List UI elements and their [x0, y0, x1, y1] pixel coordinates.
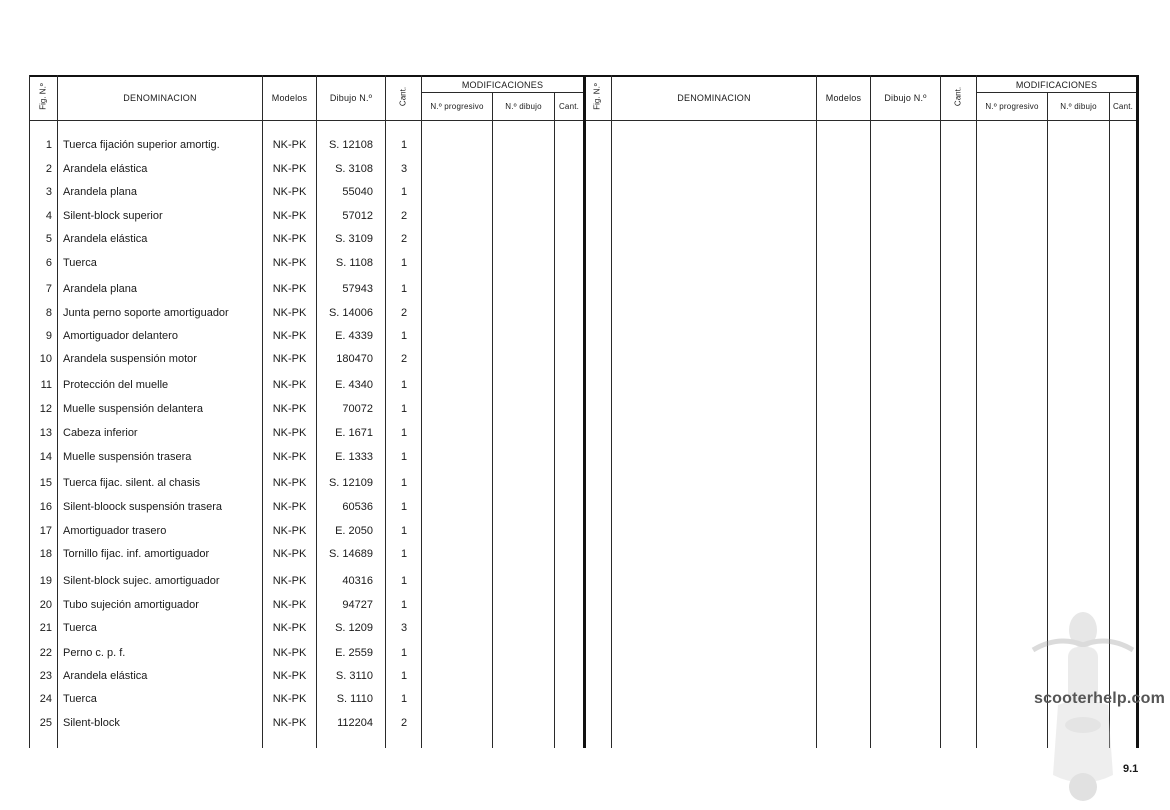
drawing-number: 57943	[342, 283, 373, 295]
header-cant: Cant.	[398, 86, 408, 107]
part-name: Muelle suspensión delantera	[63, 403, 204, 415]
header-mod-progresivo-right: N.º progresivo	[985, 102, 1039, 111]
header-mod-cant-right: Cant.	[1112, 102, 1134, 111]
header-fig: Fig. N.º	[38, 83, 48, 110]
drawing-number: S. 12109	[328, 477, 373, 489]
drawing-number: E. 4339	[335, 330, 373, 342]
drawing-number: S. 12108	[328, 139, 373, 151]
part-model: NK-PK	[272, 647, 307, 659]
part-name: Arandela elástica	[63, 670, 148, 682]
part-name: Arandela elástica	[63, 233, 148, 245]
header-dibujo-right: Dibujo N.º	[884, 93, 927, 103]
quantity: 1	[400, 693, 408, 705]
quantity: 2	[400, 353, 408, 365]
part-model: NK-PK	[272, 186, 307, 198]
part-name: Protección del muelle	[63, 379, 169, 391]
part-name: Silent-block superior	[63, 210, 163, 222]
part-model: NK-PK	[272, 599, 307, 611]
drawing-number: S. 1110	[336, 693, 373, 705]
part-model: NK-PK	[272, 403, 307, 415]
quantity: 1	[400, 139, 408, 151]
quantity: 1	[400, 548, 408, 560]
drawing-number: S. 3109	[335, 233, 373, 245]
quantity: 1	[400, 670, 408, 682]
part-model: NK-PK	[272, 283, 307, 295]
drawing-number: S. 14689	[328, 548, 373, 560]
quantity: 2	[400, 233, 408, 245]
quantity: 3	[400, 163, 408, 175]
quantity: 1	[400, 599, 408, 611]
drawing-number: S. 1108	[335, 257, 373, 269]
fig-number: 11	[40, 379, 52, 391]
part-name: Tuerca fijac. silent. al chasis	[63, 477, 201, 489]
drawing-number: S. 3108	[335, 163, 373, 175]
col-rule	[870, 75, 871, 748]
part-name: Arandela plana	[63, 186, 138, 198]
part-name: Tuerca	[63, 257, 97, 269]
part-name: Amortiguador trasero	[63, 525, 167, 537]
part-model: NK-PK	[272, 575, 307, 587]
part-model: NK-PK	[272, 670, 307, 682]
col-rule	[816, 75, 817, 748]
fig-number: 24	[39, 693, 52, 705]
fig-number: 16	[39, 501, 52, 513]
quantity: 2	[400, 210, 408, 222]
fig-number: 18	[39, 548, 52, 560]
fig-number: 2	[45, 163, 52, 175]
fig-number: 15	[39, 477, 52, 489]
part-name: Tornillo fijac. inf. amortiguador	[63, 548, 210, 560]
header-modificaciones: MODIFICACIONES	[461, 79, 544, 90]
col-rule	[611, 75, 612, 748]
part-name: Tuerca	[63, 693, 97, 705]
header-mod-dibujo-right: N.º dibujo	[1060, 102, 1097, 111]
quantity: 2	[400, 717, 408, 729]
part-name: Junta perno soporte amortiguador	[63, 307, 229, 319]
quantity: 3	[400, 622, 408, 634]
fig-number: 8	[45, 307, 52, 319]
part-name: Arandela suspensión motor	[63, 353, 197, 365]
part-model: NK-PK	[272, 139, 307, 151]
drawing-number: E. 1671	[335, 427, 373, 439]
col-rule	[492, 92, 493, 748]
fig-number: 25	[39, 717, 52, 729]
part-model: NK-PK	[272, 163, 307, 175]
quantity: 1	[400, 330, 408, 342]
drawing-number: E. 2050	[335, 525, 373, 537]
part-model: NK-PK	[272, 233, 307, 245]
header-mod-progresivo: N.º progresivo	[430, 102, 484, 111]
fig-number: 23	[39, 670, 52, 682]
watermark-text: scooterhelp.com	[1033, 690, 1165, 707]
part-model: NK-PK	[272, 477, 307, 489]
fig-number: 19	[39, 575, 52, 587]
quantity: 1	[400, 283, 408, 295]
center-divider	[583, 75, 586, 748]
part-model: NK-PK	[272, 210, 307, 222]
drawing-number: 40316	[342, 575, 373, 587]
fig-number: 14	[39, 451, 52, 463]
header-modelos-right: Modelos	[825, 93, 862, 103]
part-model: NK-PK	[272, 427, 307, 439]
part-name: Arandela elástica	[63, 163, 148, 175]
quantity: 1	[400, 477, 408, 489]
fig-number: 13	[39, 427, 52, 439]
header-modelos: Modelos	[271, 93, 308, 103]
fig-number: 6	[45, 257, 52, 269]
part-model: NK-PK	[272, 693, 307, 705]
header-mod-cant: Cant.	[558, 102, 580, 111]
drawing-number: S. 14006	[328, 307, 373, 319]
drawing-number: 57012	[342, 210, 373, 222]
fig-number: 21	[39, 622, 52, 634]
fig-number: 10	[39, 353, 52, 365]
quantity: 1	[400, 379, 408, 391]
drawing-number: E. 2559	[335, 647, 373, 659]
part-name: Tuerca fijación superior amortig.	[63, 139, 220, 151]
quantity: 1	[400, 427, 408, 439]
part-model: NK-PK	[272, 548, 307, 560]
drawing-number: 60536	[342, 501, 373, 513]
part-model: NK-PK	[272, 717, 307, 729]
part-name: Silent-block	[63, 717, 120, 729]
drawing-number: 180470	[336, 353, 373, 365]
part-name: Cabeza inferior	[63, 427, 138, 439]
drawing-number: 70072	[342, 403, 373, 415]
part-model: NK-PK	[272, 307, 307, 319]
drawing-number: E. 1333	[335, 451, 373, 463]
drawing-number: 112204	[337, 717, 373, 729]
part-model: NK-PK	[272, 330, 307, 342]
quantity: 1	[400, 403, 408, 415]
quantity: 1	[400, 501, 408, 513]
quantity: 1	[400, 575, 408, 587]
part-model: NK-PK	[272, 451, 307, 463]
fig-number: 5	[45, 233, 52, 245]
fig-number: 17	[39, 525, 52, 537]
part-name: Muelle suspensión trasera	[63, 451, 192, 463]
fig-number: 3	[45, 186, 52, 198]
quantity: 1	[400, 525, 408, 537]
quantity: 2	[400, 307, 408, 319]
drawing-number: 94727	[342, 599, 373, 611]
header-denominacion-right: DENOMINACION	[677, 93, 751, 103]
header-denominacion: DENOMINACION	[123, 93, 197, 103]
part-name: Amortiguador delantero	[63, 330, 178, 342]
part-name: Silent-block sujec. amortiguador	[63, 575, 220, 587]
part-name: Silent-bloock suspensión trasera	[63, 501, 222, 513]
fig-number: 20	[39, 599, 52, 611]
fig-number: 9	[45, 330, 52, 342]
header-cant-right: Cant.	[953, 86, 963, 107]
drawing-number: E. 4340	[335, 379, 373, 391]
quantity: 1	[400, 257, 408, 269]
fig-number: 1	[45, 139, 52, 151]
quantity: 1	[400, 186, 408, 198]
part-name: Tubo sujeción amortiguador	[63, 599, 199, 611]
header-dibujo: Dibujo N.º	[329, 93, 373, 103]
page-number: 9.1	[1123, 763, 1139, 775]
col-rule	[554, 92, 555, 748]
part-name: Tuerca	[63, 622, 97, 634]
drawing-number: S. 3110	[335, 670, 373, 682]
fig-number: 12	[39, 403, 52, 415]
part-model: NK-PK	[272, 501, 307, 513]
header-mod-dibujo: N.º dibujo	[505, 102, 542, 111]
part-model: NK-PK	[272, 379, 307, 391]
part-model: NK-PK	[272, 622, 307, 634]
quantity: 1	[400, 647, 408, 659]
fig-number: 7	[45, 283, 52, 295]
part-model: NK-PK	[272, 525, 307, 537]
part-model: NK-PK	[272, 353, 307, 365]
col-rule	[940, 75, 941, 748]
col-rule	[316, 75, 317, 748]
drawing-number: S. 1209	[335, 622, 373, 634]
header-modificaciones-right: MODIFICACIONES	[1015, 79, 1098, 90]
fig-number: 22	[39, 647, 52, 659]
col-rule	[976, 75, 977, 748]
part-name: Perno c. p. f.	[63, 647, 126, 659]
header-fig-right: Fig. N.º	[592, 83, 602, 110]
quantity: 1	[400, 451, 408, 463]
part-name: Arandela plana	[63, 283, 138, 295]
fig-number: 4	[45, 210, 52, 222]
drawing-number: 55040	[342, 186, 373, 198]
col-rule	[57, 75, 58, 748]
part-model: NK-PK	[272, 257, 307, 269]
